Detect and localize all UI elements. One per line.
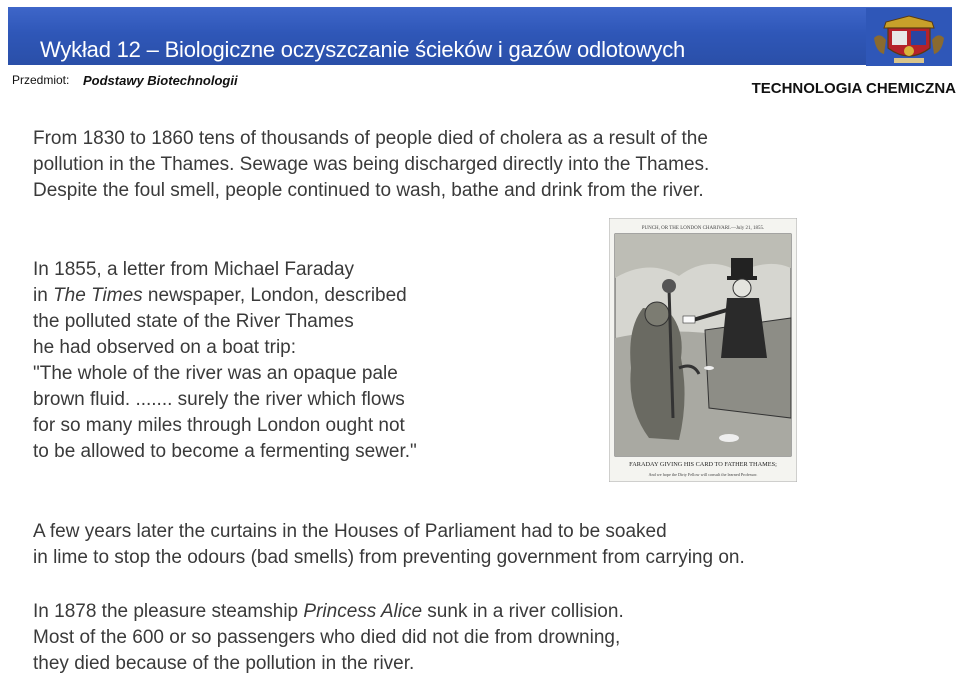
department-name: TECHNOLOGIA CHEMICZNA [751,80,956,97]
princess-alice-line [33,599,933,625]
princess-alice-line: Most of the 600 or so passengers who died did not die from drowning, [33,627,621,648]
parliament-line: A few years later the curtains in the Houses of Parliament had to be soaked [33,521,667,542]
faraday-paragraph [33,257,593,465]
cartoon-caption: FARADAY GIVING HIS CARD TO FATHER THAMES; [629,461,777,468]
princess-alice-text: In 1878 the pleasure steamship [33,601,304,622]
faraday-line: In 1855, a letter from Michael Faraday [33,259,355,280]
cholera-paragraph: From 1830 to 1860 tens of thousands of people died of cholera as a result of the pollution in the Thames. Sewage was being discharged directly into the Thames. Despite the foul smell, people continued to wash, bathe and drink from the river. [33,128,710,201]
princess-alice-paragraph [33,599,933,677]
faraday-line: brown fluid. ....... surely the river which flows [33,389,405,410]
ship-name: Princess Alice [303,601,423,622]
faraday-line: "The whole of the river was an opaque pale [33,363,398,384]
faraday-line: to be allowed to become a fermenting sewer." [33,441,417,462]
faraday-line: for so many miles through London ought not [33,415,405,436]
cartoon-header: PUNCH, OR THE LONDON CHARIVARI.—July 21, 1855. [641,226,765,231]
princess-alice-line: they died because of the pollution in the river. [33,653,415,674]
faraday-line: he had observed on a boat trip: [33,337,297,358]
faraday-in: in [33,285,54,306]
times-title: The Times [53,285,143,306]
princess-alice-text-rest: sunk in a river collision. [422,601,624,622]
university-crest-icon [866,8,952,66]
faraday-line: the polluted state of the River Thames [33,311,354,332]
faraday-line [33,283,593,309]
faraday-cartoon [609,218,797,482]
header-bar [8,7,952,65]
parliament-line: in lime to stop the odours (bad smells) from preventing government from carrying on. [33,547,745,568]
parliament-paragraph [33,519,933,571]
subject-label: Przedmiot: [12,73,70,87]
lecture-title: Wykład 12 – Biologiczne oczyszczanie ścieków i gazów odlotowych [40,37,686,62]
faraday-line-rest: newspaper, London, described [142,285,407,306]
cartoon-subcaption: And we hope the Dirty Fellow will consult the learned Professor. [648,472,758,477]
subject-name: Podstawy Biotechnologii [83,73,238,88]
